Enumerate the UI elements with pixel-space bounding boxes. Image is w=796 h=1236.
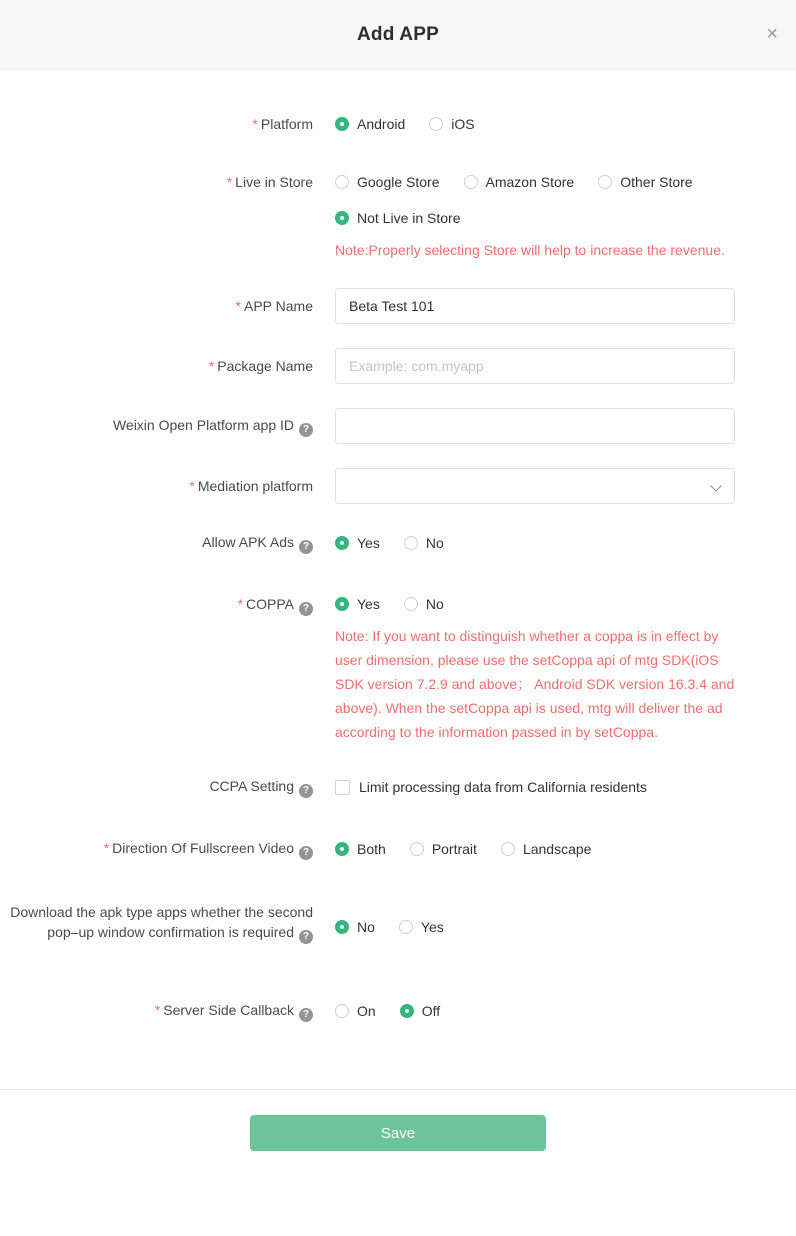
allow-apk-ads-label: Allow APK Ads ? [0,532,313,554]
help-icon[interactable]: ? [299,540,313,554]
add-app-form [0,70,796,1089]
radio-callback-on[interactable]: On [335,1001,376,1021]
package-name-input[interactable] [335,348,735,384]
package-name-row [0,348,735,384]
required-asterisk: * [237,596,244,612]
direction-radio-group [335,838,735,860]
direction-label: * Direction Of Fullscreen Video ? [0,838,313,860]
apk-confirm-radio-group [335,902,735,944]
mediation-platform-row [0,468,735,504]
mediation-platform-select[interactable] [335,468,735,504]
help-icon[interactable]: ? [299,423,313,437]
coppa-row [0,594,735,744]
save-button[interactable]: Save [250,1115,546,1151]
radio-allow-apk-yes[interactable]: Yes [335,533,380,553]
weixin-app-id-row [0,408,735,444]
required-asterisk: * [226,174,233,190]
help-icon[interactable]: ? [299,602,313,616]
radio-direction-both[interactable]: Both [335,839,386,859]
page-title: Add APP [357,23,439,45]
radio-unchecked-icon [335,175,349,189]
radio-not-live-in-store[interactable]: Not Live in Store [335,208,461,228]
platform-label: * Platform [252,116,313,132]
radio-unchecked-icon [399,920,413,934]
radio-apk-confirm-yes[interactable]: Yes [399,917,444,937]
app-name-label: * APP Name [235,298,313,314]
server-callback-radio-group [335,1000,735,1022]
required-asterisk: * [235,298,241,314]
radio-checked-icon [335,597,349,611]
mediation-platform-label: * Mediation platform [189,478,313,494]
ccpa-label: CCPA Setting ? [0,776,313,798]
store-options-line [335,172,735,192]
help-icon[interactable]: ? [299,784,313,798]
radio-android[interactable]: Android [335,114,405,134]
required-asterisk: * [252,116,258,132]
modal-footer [0,1089,796,1178]
radio-unchecked-icon [410,842,424,856]
required-asterisk: * [208,358,215,374]
radio-amazon-store[interactable]: Amazon Store [464,172,575,192]
coppa-label: * COPPA ? [0,594,313,744]
weixin-app-id-input[interactable] [335,408,735,444]
ccpa-checkbox[interactable]: Limit processing data from California residents [335,777,647,797]
required-asterisk: * [103,840,110,856]
platform-row [0,114,735,134]
live-in-store-label: * Live in Store [226,174,313,190]
radio-direction-landscape[interactable]: Landscape [501,839,592,859]
radio-ios[interactable]: iOS [429,114,474,134]
chevron-down-icon [710,480,721,491]
allow-apk-ads-row [0,532,735,554]
radio-checked-icon [400,1004,414,1018]
help-icon[interactable]: ? [299,846,313,860]
weixin-app-id-label: Weixin Open Platform app ID ? [0,415,313,437]
apk-confirm-row [0,902,735,944]
radio-coppa-yes[interactable]: Yes [335,594,380,614]
allow-apk-ads-radio-group [335,532,735,554]
radio-unchecked-icon [598,175,612,189]
radio-direction-portrait[interactable]: Portrait [410,839,477,859]
modal-header [0,0,796,70]
ccpa-row [0,776,735,798]
radio-checked-icon [335,211,349,225]
coppa-note: Note: If you want to distinguish whether a coppa is in effect by user dimension, please use the setCoppa api of mtg SDK(iOS SDK version 7.2.9 and above； Android SDK version 16.3.4 and above). When the setCoppa api is used, mtg will deliver the ad according to the information passed in by setCoppa. [335,628,735,740]
radio-google-store[interactable]: Google Store [335,172,440,192]
package-name-label: * Package Name [208,358,313,374]
radio-unchecked-icon [429,117,443,131]
checkbox-unchecked-icon [335,780,350,795]
required-asterisk: * [189,478,195,494]
app-name-input[interactable] [335,288,735,324]
radio-unchecked-icon [464,175,478,189]
direction-row [0,838,735,860]
help-icon[interactable]: ? [299,930,313,944]
radio-unchecked-icon [404,536,418,550]
platform-radio-group [335,114,735,134]
server-callback-label: * Server Side Callback ? [0,1000,313,1022]
server-callback-row [0,1000,735,1022]
store-note: Note:Properly selecting Store will help to increase the revenue. [335,242,725,258]
live-in-store-radio-group [335,172,735,262]
coppa-radio-group [335,594,735,744]
radio-checked-icon [335,117,349,131]
radio-unchecked-icon [501,842,515,856]
radio-unchecked-icon [335,1004,349,1018]
radio-allow-apk-no[interactable]: No [404,533,444,553]
radio-checked-icon [335,920,349,934]
radio-checked-icon [335,536,349,550]
help-icon[interactable]: ? [299,1008,313,1022]
close-icon[interactable]: × [766,23,778,45]
live-in-store-row [0,172,735,262]
not-live-line [335,208,735,228]
required-asterisk: * [154,1002,161,1018]
app-name-row [0,288,735,324]
radio-callback-off[interactable]: Off [400,1001,440,1021]
radio-apk-confirm-no[interactable]: No [335,917,375,937]
apk-confirm-label: Download the apk type apps whether the second pop–up window confirmation is required ? [10,904,313,942]
radio-unchecked-icon [404,597,418,611]
radio-checked-icon [335,842,349,856]
radio-other-store[interactable]: Other Store [598,172,692,192]
radio-coppa-no[interactable]: No [404,594,444,614]
